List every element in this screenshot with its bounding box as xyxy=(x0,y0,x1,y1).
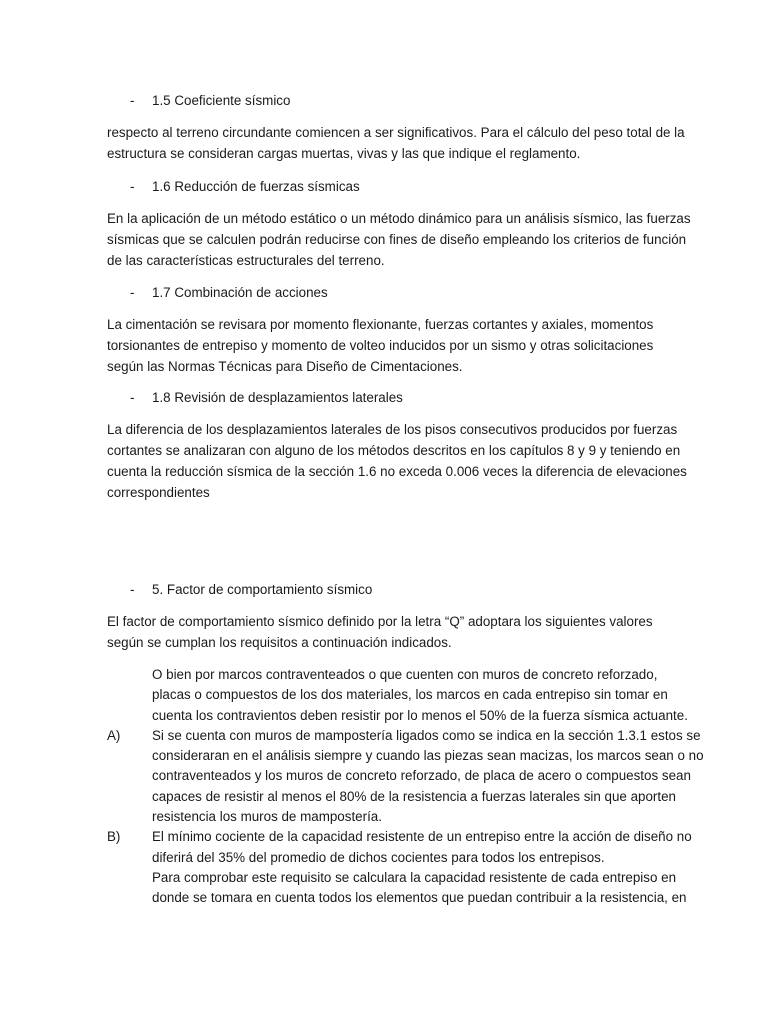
heading-1-7 xyxy=(130,282,328,303)
bullet-dash: - xyxy=(130,285,135,300)
list-item-line: O bien por marcos contraventeados o que cuenten con muros de concreto reforzado, xyxy=(152,667,658,682)
list-item xyxy=(107,664,688,725)
paragraph-line: según se cumplan los requisitos a continuación indicados. xyxy=(107,635,452,650)
paragraph-line: estructura se consideran cargas muertas, vivas y las que indique el reglamento. xyxy=(107,146,581,161)
heading-5 xyxy=(130,579,372,600)
list-marker: A) xyxy=(107,727,121,743)
paragraph-line: La diferencia de los desplazamientos laterales de los pisos consecutivos producidos por fuerzas xyxy=(107,422,678,437)
paragraph-line: cuenta la reducción sísmica de la sección 1.6 no exceda 0.006 veces la diferencia de elevaciones xyxy=(107,464,687,479)
paragraph-line: La cimentación se revisara por momento flexionante, fuerzas cortantes y axiales, momentos xyxy=(107,317,654,332)
list-item-a xyxy=(107,725,704,826)
heading-1-8 xyxy=(130,387,403,408)
list-item-line: Para comprobar este requisito se calculara la capacidad resistente de cada entrepiso en xyxy=(152,869,677,885)
requirements-list xyxy=(107,664,704,908)
heading-1-5 xyxy=(130,90,290,111)
heading-1-6 xyxy=(130,176,360,197)
paragraph-line: según las Normas Técnicas para Diseño de Cimentaciones. xyxy=(107,359,463,374)
paragraph-line: sísmicas que se calculen podrán reducirse con fines de diseño empleando los criterios de función xyxy=(107,232,687,247)
paragraph-line: correspondientes xyxy=(107,485,210,500)
list-item-line: capaces de resistir al menos el 80% de la resistencia a fuerzas laterales sin que aporten xyxy=(152,788,677,804)
paragraph-1-7 xyxy=(107,314,667,377)
list-item-line: donde se tomara en cuenta todos los elementos que puedan contribuir a la resistencia, en xyxy=(152,890,687,906)
list-item-b xyxy=(107,826,692,907)
paragraph-line: El factor de comportamiento sísmico definido por la letra “Q” adoptara los siguientes valores xyxy=(107,614,653,629)
list-item-line: placas o compuestos de los dos materiales, los marcos en cada entrepiso sin tomar en xyxy=(152,687,668,703)
paragraph-line: torsionantes de entrepiso y momento de volteo inducidos por un sismo y otras solicitaciones xyxy=(107,338,654,353)
paragraph-1-5 xyxy=(107,122,685,164)
paragraph-1-6 xyxy=(107,208,691,271)
list-item-line: diferirá del 35% del promedio de dichos cocientes para todos los entrepisos. xyxy=(152,849,605,865)
bullet-dash: - xyxy=(130,179,135,194)
paragraph-line: cortantes se analizaran con alguno de los métodos descritos en los capítulos 8 y 9 y teniendo en xyxy=(107,443,681,458)
list-marker: B) xyxy=(107,829,121,845)
heading-text: 1.5 Coeficiente sísmico xyxy=(152,93,291,108)
paragraph-line: respecto al terreno circundante comiencen a ser significativos. Para el cálculo del peso total de la xyxy=(107,125,685,140)
bullet-dash: - xyxy=(130,582,135,597)
heading-text: 1.7 Combinación de acciones xyxy=(152,285,328,300)
bullet-dash: - xyxy=(130,93,135,108)
list-item-line: El mínimo cociente de la capacidad resistente de un entrepiso entre la acción de diseño no xyxy=(152,829,692,845)
list-marker xyxy=(107,664,152,725)
paragraph-1-8 xyxy=(107,419,687,503)
list-item-line: Si se cuenta con muros de mampostería ligados como se indica en la sección 1.3.1 estos se xyxy=(152,727,701,743)
heading-text: 5. Factor de comportamiento sísmico xyxy=(152,582,373,597)
paragraph-line: de las características estructurales del terreno. xyxy=(107,253,385,268)
list-item-line: resistencia los muros de mampostería. xyxy=(152,809,382,825)
list-item-line: cuenta los contravientos deben resistir por lo menos el 50% de la fuerza sísmica actuante. xyxy=(152,707,688,723)
list-item-line: contraventeados y los muros de concreto reforzado, de placa de acero o compuestos sean xyxy=(152,768,691,784)
list-item-line: consideraran en el análisis siempre y cuando las piezas sean macizas, los marcos sean o no xyxy=(152,748,704,764)
heading-text: 1.8 Revisión de desplazamientos laterales xyxy=(152,390,403,405)
paragraph-5 xyxy=(107,611,667,653)
bullet-dash: - xyxy=(130,390,135,405)
paragraph-line: En la aplicación de un método estático o un método dinámico para un análisis sísmico, las fuerzas xyxy=(107,211,691,226)
heading-text: 1.6 Reducción de fuerzas sísmicas xyxy=(152,179,360,194)
